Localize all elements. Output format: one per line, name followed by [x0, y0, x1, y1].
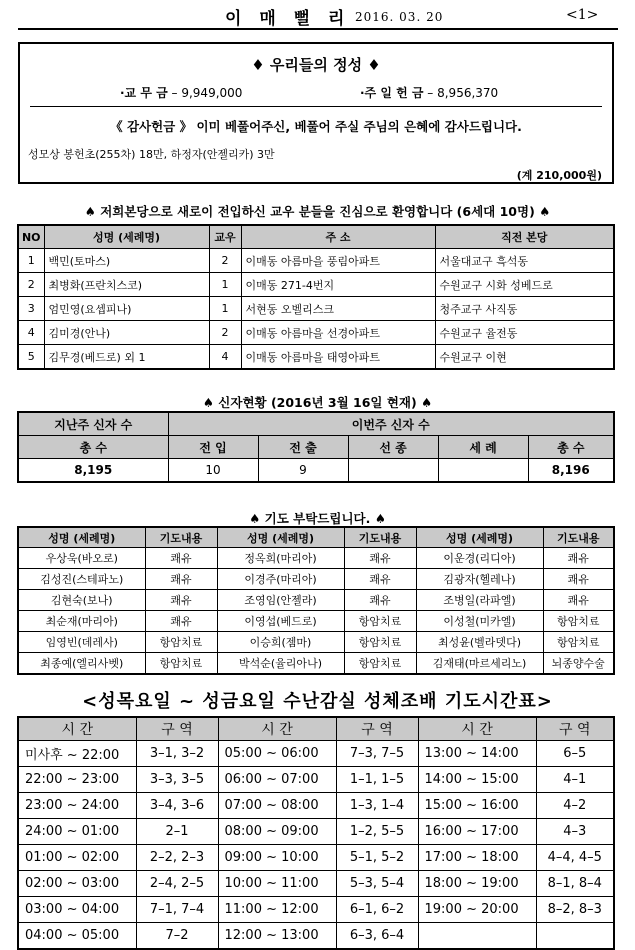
prayer-content: 항암치료: [543, 611, 614, 632]
zone: 7–2: [136, 923, 218, 950]
prayer-content: 쾌유: [145, 569, 217, 590]
table-row: [18, 793, 614, 819]
time-slot: 11:00 ~ 12:00: [218, 897, 336, 923]
row-count: 2: [209, 249, 241, 273]
prayer-heading: ♠ 기도 부탁드립니다. ♠: [249, 511, 386, 526]
believers-table: [17, 411, 615, 483]
newcomers-table: [17, 224, 615, 370]
thanks-message: 《 감사헌금 》 이미 베풀어주신, 베풀어 주실 주님의 은혜에 감사드립니다.: [110, 119, 522, 134]
time-slot: 16:00 ~ 17:00: [418, 819, 536, 845]
zone: 2–1: [136, 819, 218, 845]
transfer-out-header: 전 출: [258, 436, 348, 459]
time-slot: 미사후 ~ 22:00: [18, 741, 136, 767]
time-header: 시 간: [218, 717, 336, 741]
row-address: 서현동 오벨리스크: [241, 297, 435, 321]
prayer-name: 김재태(마르세리노): [416, 653, 543, 675]
prayer-table: [17, 526, 615, 675]
prayer-name: 임영빈(데레사): [18, 632, 145, 653]
table-row: [18, 345, 614, 370]
time-slot: 18:00 ~ 19:00: [418, 871, 536, 897]
schedule-title: <성목요일 ~ 성금요일 수난감실 성체조배 기도시간표>: [82, 691, 553, 712]
zone: 4–4, 4–5: [536, 845, 614, 871]
zone: 6–5: [536, 741, 614, 767]
zone: 8–2, 8–3: [536, 897, 614, 923]
newcomers-header-row: [18, 225, 614, 249]
zone: 3–1, 3–2: [136, 741, 218, 767]
offering-label: ·교 무 금: [120, 86, 168, 100]
prayer-name: 박석순(율리아나): [217, 653, 344, 675]
offering-value: – 9,949,000: [171, 86, 243, 100]
row-no: 3: [18, 297, 44, 321]
zone: 1–2, 5–5: [336, 819, 418, 845]
prayer-content: 항암치료: [145, 653, 217, 675]
last-total-value: 8,195: [18, 459, 168, 483]
col-no: NO: [18, 225, 44, 249]
time-slot: 03:00 ~ 04:00: [18, 897, 136, 923]
row-address: 이매동 아름마을 선경아파트: [241, 321, 435, 345]
sunday-offering-amount: [360, 84, 498, 101]
prayer-name: 이운경(리디아): [416, 548, 543, 569]
zone: 6–3, 6–4: [336, 923, 418, 950]
page-number: <1>: [566, 7, 599, 23]
time-slot: 17:00 ~ 18:00: [418, 845, 536, 871]
transfer-out-value: 9: [258, 459, 348, 483]
zone: 3–3, 3–5: [136, 767, 218, 793]
prayer-content: 항암치료: [344, 632, 416, 653]
baptism-header: 세 례: [438, 436, 528, 459]
prayer-name: 이경주(마리아): [217, 569, 344, 590]
prayer-content: 쾌유: [145, 611, 217, 632]
time-slot: 05:00 ~ 06:00: [218, 741, 336, 767]
prayer-content: 쾌유: [145, 590, 217, 611]
believers-subheader-row: [18, 436, 614, 459]
table-row: [18, 741, 614, 767]
table-row: [18, 321, 614, 345]
row-address: 이매동 아름마을 태영아파트: [241, 345, 435, 370]
prayer-content: 항암치료: [543, 632, 614, 653]
table-row: [18, 249, 614, 273]
zone: 2–2, 2–3: [136, 845, 218, 871]
table-row: [18, 653, 614, 675]
table-row: [18, 273, 614, 297]
last-week-header: 지난주 신자 수: [18, 412, 168, 436]
table-row: [18, 845, 614, 871]
sunday-offering-label: ·주 일 헌 금: [360, 86, 424, 100]
believers-heading: ♠ 신자현황 (2016년 3월 16일 현재) ♠: [202, 395, 433, 410]
prayer-content: 쾌유: [344, 569, 416, 590]
zone: 1–3, 1–4: [336, 793, 418, 819]
time-slot: 04:00 ~ 05:00: [18, 923, 136, 950]
bulletin-date: 2016. 03. 20: [355, 10, 444, 24]
time-slot: 14:00 ~ 15:00: [418, 767, 536, 793]
time-slot: 02:00 ~ 03:00: [18, 871, 136, 897]
prayer-content: 쾌유: [344, 590, 416, 611]
row-count: 4: [209, 345, 241, 370]
time-slot: [418, 923, 536, 950]
zone: 4–3: [536, 819, 614, 845]
table-row: [18, 548, 614, 569]
header-divider: [18, 28, 618, 30]
prayer-content: 쾌유: [543, 590, 614, 611]
row-name: 김미경(안나): [44, 321, 209, 345]
prayer-name-header: 성명 (세례명): [416, 527, 543, 548]
zone: 8–1, 8–4: [536, 871, 614, 897]
baptism-value: [438, 459, 528, 483]
row-address: 이매동 아름마을 풍림아파트: [241, 249, 435, 273]
time-header: 시 간: [18, 717, 136, 741]
zone: 3–4, 3–6: [136, 793, 218, 819]
believers-values-row: [18, 459, 614, 483]
prayer-content-header: 기도내용: [344, 527, 416, 548]
zone: [536, 923, 614, 950]
donation-total: (계 210,000원): [516, 169, 602, 182]
row-name: 최병화(프란치스코): [44, 273, 209, 297]
row-address: 이매동 271-4번지: [241, 273, 435, 297]
zone-header: 구 역: [136, 717, 218, 741]
table-row: [18, 632, 614, 653]
prayer-name: 우상욱(바오로): [18, 548, 145, 569]
time-slot: 13:00 ~ 14:00: [418, 741, 536, 767]
prayer-name: 조병일(라파엘): [416, 590, 543, 611]
zone: 1–1, 1–5: [336, 767, 418, 793]
prayer-content: 쾌유: [543, 548, 614, 569]
time-slot: 08:00 ~ 09:00: [218, 819, 336, 845]
prayer-name: 최성윤(벨라뎃다): [416, 632, 543, 653]
this-week-header: 이번주 신자 수: [168, 412, 614, 436]
donation-box: [18, 42, 614, 184]
prayer-name: 정옥희(마리아): [217, 548, 344, 569]
row-no: 5: [18, 345, 44, 370]
sunday-offering-value: – 8,956,370: [427, 86, 499, 100]
time-slot: 06:00 ~ 07:00: [218, 767, 336, 793]
time-slot: 19:00 ~ 20:00: [418, 897, 536, 923]
prayer-name: 이영섭(베드로): [217, 611, 344, 632]
prayer-content-header: 기도내용: [145, 527, 217, 548]
zone: 5–3, 5–4: [336, 871, 418, 897]
row-name: 엄민영(요셉피나): [44, 297, 209, 321]
row-count: 1: [209, 273, 241, 297]
prayer-name: 이성철(미카엘): [416, 611, 543, 632]
row-no: 4: [18, 321, 44, 345]
this-total-header: 총 수: [528, 436, 614, 459]
time-slot: 07:00 ~ 08:00: [218, 793, 336, 819]
this-total-value: 8,196: [528, 459, 614, 483]
prayer-content: 쾌유: [145, 548, 217, 569]
row-parish: 서울대교구 흑석동: [435, 249, 614, 273]
time-slot: 09:00 ~ 10:00: [218, 845, 336, 871]
bulletin-title: 이 매 뻘 리: [225, 9, 351, 29]
donor-list: 성모상 봉헌초(255차) 18만, 하정자(안젤리카) 3만: [28, 148, 275, 161]
row-name: 백민(토마스): [44, 249, 209, 273]
offering-amount: [120, 84, 242, 101]
death-value: [348, 459, 438, 483]
prayer-name: 최종예(엘리사벳): [18, 653, 145, 675]
table-row: [18, 819, 614, 845]
row-no: 1: [18, 249, 44, 273]
col-count: 교우: [209, 225, 241, 249]
schedule-header-row: [18, 717, 614, 741]
col-parish: 직전 본당: [435, 225, 614, 249]
zone-header: 구 역: [336, 717, 418, 741]
believers-header-row: [18, 412, 614, 436]
col-address: 주 소: [241, 225, 435, 249]
row-parish: 수원교구 이현: [435, 345, 614, 370]
row-no: 2: [18, 273, 44, 297]
prayer-content: 쾌유: [344, 548, 416, 569]
table-row: [18, 767, 614, 793]
prayer-content: 항암치료: [344, 653, 416, 675]
zone: 7–3, 7–5: [336, 741, 418, 767]
table-row: [18, 923, 614, 950]
donation-divider: [30, 106, 602, 107]
row-count: 1: [209, 297, 241, 321]
time-slot: 12:00 ~ 13:00: [218, 923, 336, 950]
newcomers-heading: ♠ 저희본당으로 새로이 전입하신 교우 분들을 진심으로 환영합니다 (6세대 10명) ♠: [84, 204, 551, 219]
prayer-name-header: 성명 (세례명): [18, 527, 145, 548]
row-count: 2: [209, 321, 241, 345]
prayer-content: 항암치료: [344, 611, 416, 632]
prayer-name: 최순재(마리아): [18, 611, 145, 632]
prayer-content-header: 기도내용: [543, 527, 614, 548]
prayer-name: 김성진(스테파노): [18, 569, 145, 590]
transfer-in-header: 전 입: [168, 436, 258, 459]
col-name: 성명 (세례명): [44, 225, 209, 249]
prayer-name-header: 성명 (세례명): [217, 527, 344, 548]
zone: 7–1, 7–4: [136, 897, 218, 923]
schedule-table: [17, 716, 615, 950]
zone-header: 구 역: [536, 717, 614, 741]
prayer-content: 항암치료: [145, 632, 217, 653]
zone: 4–2: [536, 793, 614, 819]
zone: 2–4, 2–5: [136, 871, 218, 897]
time-header: 시 간: [418, 717, 536, 741]
zone: 5–1, 5–2: [336, 845, 418, 871]
row-parish: 수원교구 시화 성베드로: [435, 273, 614, 297]
prayer-content: 쾌유: [543, 569, 614, 590]
table-row: [18, 569, 614, 590]
row-name: 김무경(베드로) 외 1: [44, 345, 209, 370]
prayer-name: 김광자(헬레나): [416, 569, 543, 590]
time-slot: 01:00 ~ 02:00: [18, 845, 136, 871]
time-slot: 15:00 ~ 16:00: [418, 793, 536, 819]
table-row: [18, 871, 614, 897]
row-parish: 청주교구 사직동: [435, 297, 614, 321]
time-slot: 24:00 ~ 01:00: [18, 819, 136, 845]
table-row: [18, 590, 614, 611]
last-total-header: 총 수: [18, 436, 168, 459]
table-row: [18, 611, 614, 632]
prayer-name: 조영임(안젤라): [217, 590, 344, 611]
time-slot: 22:00 ~ 23:00: [18, 767, 136, 793]
zone: 4–1: [536, 767, 614, 793]
donation-title: ♦ 우리들의 정성 ♦: [251, 56, 381, 74]
transfer-in-value: 10: [168, 459, 258, 483]
zone: 6–1, 6–2: [336, 897, 418, 923]
row-parish: 수원교구 율전동: [435, 321, 614, 345]
time-slot: 23:00 ~ 24:00: [18, 793, 136, 819]
table-row: [18, 297, 614, 321]
table-row: [18, 897, 614, 923]
prayer-name: 이승희(젬마): [217, 632, 344, 653]
prayer-header-row: [18, 527, 614, 548]
time-slot: 10:00 ~ 11:00: [218, 871, 336, 897]
death-header: 선 종: [348, 436, 438, 459]
prayer-name: 김현숙(보나): [18, 590, 145, 611]
prayer-content: 뇌종양수술: [543, 653, 614, 675]
